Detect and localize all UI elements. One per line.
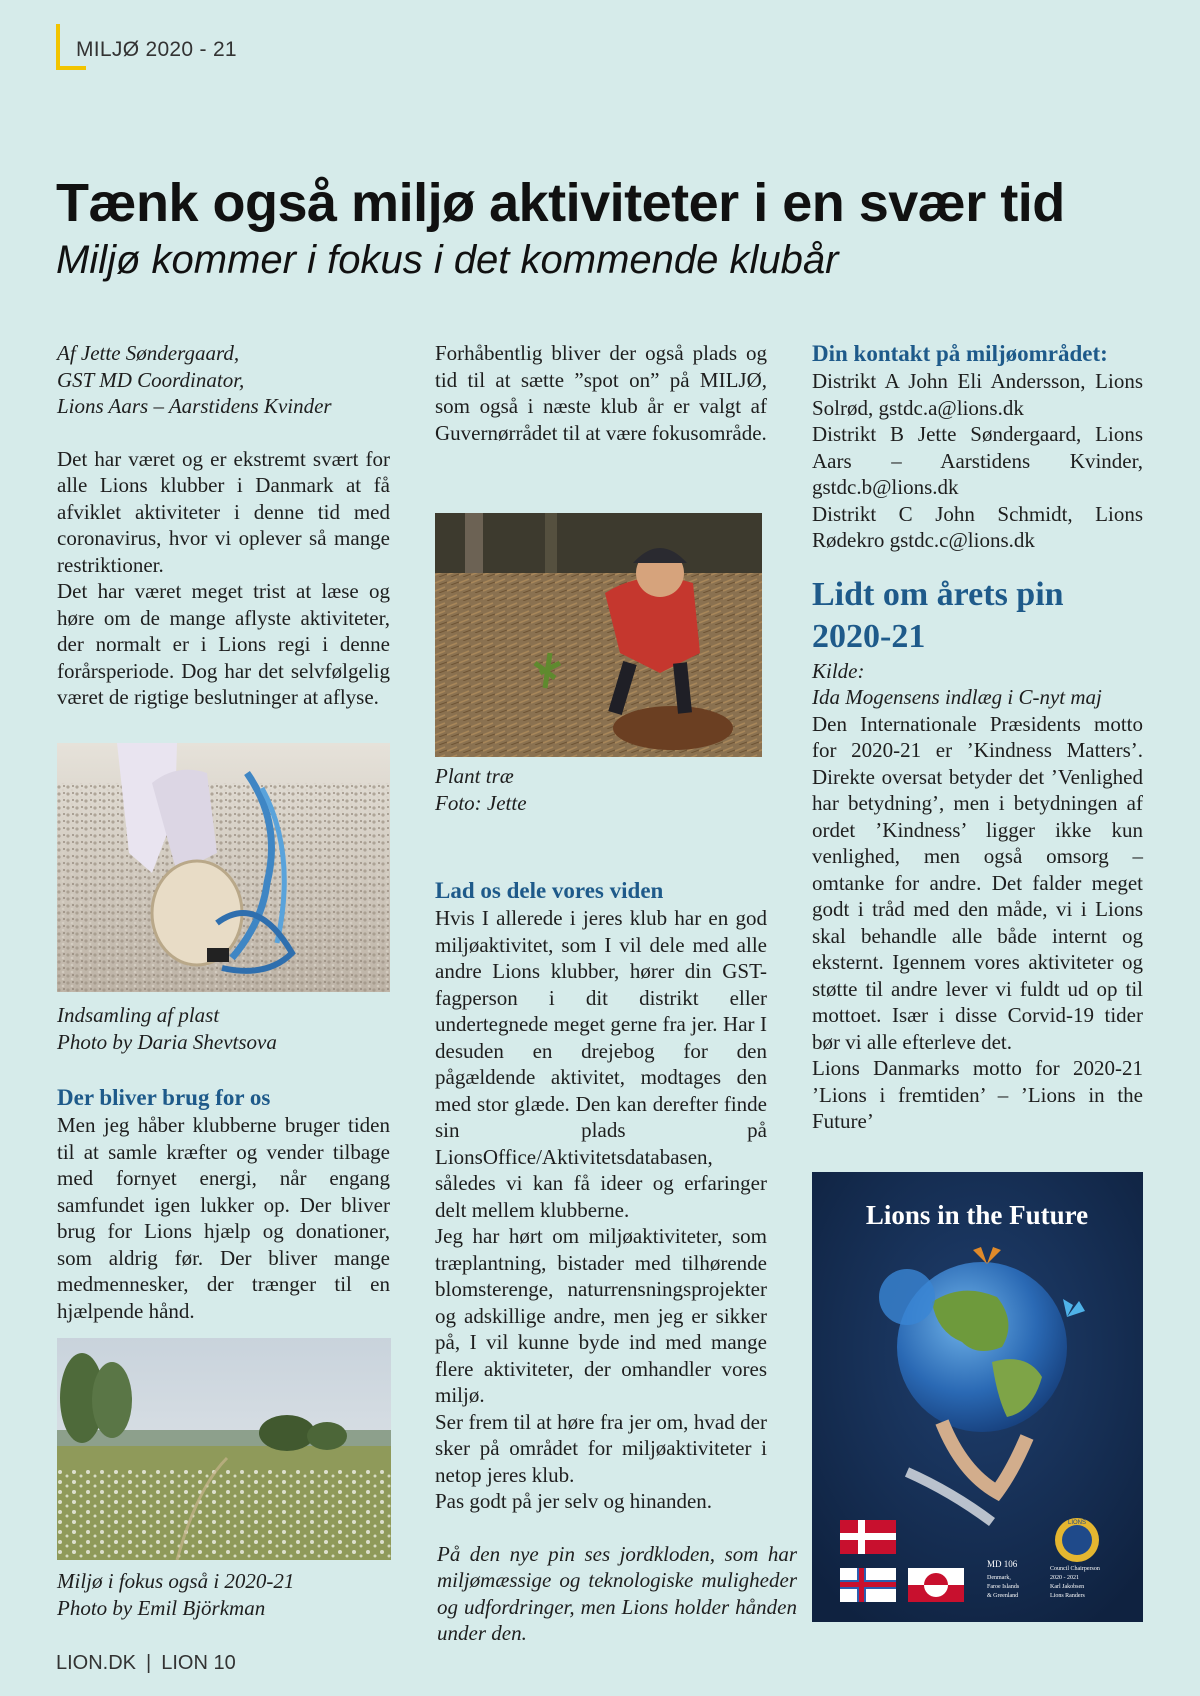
- footer-issue: LION 10: [161, 1652, 236, 1674]
- poster-chair-line: 2020 - 2021: [1050, 1575, 1079, 1581]
- byline-name: Af Jette Søndergaard,: [57, 341, 240, 365]
- caption-credit: Foto: Jette: [435, 790, 527, 815]
- article-subtitle: Miljø kommer i fokus i det kommende klubår: [56, 238, 839, 282]
- source-label: Kilde:: [812, 658, 865, 683]
- column-3: [812, 340, 1143, 1135]
- article-title: Tænk også miljø aktiviteter i en svær tid: [56, 173, 1065, 233]
- photo-caption: [435, 763, 762, 816]
- poster-chair-line: Lions Randers: [1050, 1593, 1085, 1599]
- contact-district-c: Distrikt C John Schmidt, Lions Rødekro gstdc.c@lions.dk: [812, 501, 1143, 552]
- contact-district-b: Distrikt B Jette Søndergaard, Lions Aars – Aarstidens Kvinder, gstdc.b@lions.dk: [812, 422, 1143, 499]
- caption-title: Indsamling af plast: [57, 1003, 220, 1027]
- body-paragraph: Den Internationale Præsidents motto for 2020-21 er ’Kindness Matters’. Direkte oversat betyder det ’Venlighed har betydning’, men i betydningen af ordet ’Kindness’ ligger ikke kun venlighed, men også omsorg – omtanke for andre. Det falder meget godt i tråd med den måde, vi i Lions skal behandle alle både internt og eksternt. Igennem vores aktiviteter og støtte til andre lever vi fuldt ud op til mottoet. Især i disse Corvid-19 tider bør vi alle efterleve det.: [812, 711, 1143, 1054]
- byline-role: GST MD Coordinator,: [57, 367, 245, 392]
- photo-caption: [57, 1002, 390, 1055]
- pin-note: På den nye pin ses jordkloden, som har miljømæssige og teknologiske muligheder og udfordringer, men Lions holder hånden under den.: [437, 1541, 797, 1645]
- column-1: [57, 340, 390, 711]
- caption-title: Plant træ: [435, 764, 514, 788]
- caption-title: Miljø i fokus også i 2020-21: [57, 1569, 295, 1593]
- caption-credit: Photo by Emil Björkman: [57, 1595, 266, 1620]
- body-paragraph: Hvis I allerede i jeres klub har en god miljøaktivitet, som I vil dele med alle andre Lions klubber, hører din GST-fagperson i dit distrikt eller undertegnede meget gerne fra jer. Har I desuden en drejebog for den pågældende aktivitet, modtages den med stor glæde. Den kan derefter finde sin plads på LionsOffice/Aktivitetsdatabasen, således vi kan få ideer og erfaringer delt mellem klubberne.: [435, 906, 767, 1222]
- photo-meadow: [57, 1338, 391, 1560]
- footer-site: LION.DK: [56, 1652, 137, 1674]
- photo-plastic-collection: [57, 743, 390, 992]
- section-heading: Lad os dele vores viden: [435, 878, 664, 903]
- poster-md-line: Faroe Islands: [987, 1584, 1020, 1590]
- poster-title: Lions in the Future: [865, 1200, 1089, 1230]
- body-paragraph: Lions Danmarks motto for 2020-21 ’Lions i fremtiden’ – ’Lions in the Future’: [812, 1056, 1143, 1133]
- poster-md-line: & Greenland: [987, 1593, 1019, 1599]
- byline-club: Lions Aars – Aarstidens Kvinder: [57, 394, 332, 418]
- photo-caption: [57, 1568, 391, 1621]
- page-footer: LION.DK | LION 10: [56, 1652, 236, 1674]
- poster-md-line: Denmark,: [987, 1575, 1011, 1581]
- column-1-section: [57, 1084, 390, 1324]
- body-paragraph: Pas godt på jer selv og hinanden.: [435, 1489, 713, 1513]
- contact-district-a: Distrikt A John Eli Andersson, Lions Solrød, gstdc.a@lions.dk: [812, 369, 1143, 420]
- poster-chair-line: Council Chairperson: [1050, 1566, 1100, 1572]
- lions-logo-text: LIONS: [1067, 1520, 1087, 1526]
- photo-tree-planting: [435, 513, 762, 757]
- section-heading: Der bliver brug for os: [57, 1085, 271, 1110]
- pin-heading: Lidt om årets pin 2020-21: [812, 575, 1064, 655]
- body-paragraph: Jeg har hørt om miljøaktiviteter, som træplantning, bistader med tilhørende blomsterenge, naturrensningsprojekter og adskillige andre, men jeg er sikker på, I vil kunne byde ind med mange flere aktiviteter, der omhandler vores miljø.: [435, 1224, 767, 1407]
- poster-md: MD 106: [987, 1559, 1018, 1569]
- body-paragraph: Men jeg håber klubberne bruger tiden til at samle kræfter og vender tilbage med fornyet energi, når engang samfundet igen lukker op. Der bliver brug for Lions hjælp og donationer, som aldrig før. Der bliver mange medmennesker, der trænger til en hjælpende hånd.: [57, 1113, 390, 1323]
- source-text: Ida Mogensens indlæg i C-nyt maj: [812, 685, 1102, 709]
- contact-heading: Din kontakt på miljøområdet:: [812, 341, 1108, 366]
- body-paragraph: Ser frem til at høre fra jer om, hvad der sker på området for miljøaktiviteter i netop jeres klub.: [435, 1409, 767, 1487]
- column-2-section: [435, 877, 797, 1647]
- body-paragraph: Forhåbentlig bliver der også plads og tid til at sætte ”spot on” på MILJØ, som også i næste klub år er valgt af Guvernørrådet til at være fokusområde.: [435, 341, 767, 445]
- column-2: [435, 340, 767, 446]
- caption-credit: Photo by Daria Shevtsova: [57, 1029, 277, 1054]
- body-paragraph: Det har været og er ekstremt svært for alle Lions klubber i Danmark at få afviklet aktiviteter i denne tid med coronavirus, hvor vi oplever så mange restriktioner.: [57, 446, 390, 577]
- poster-chair-line: Karl Jakobsen: [1050, 1584, 1085, 1590]
- section-label: MILJØ 2020 - 21: [76, 38, 237, 61]
- lions-pin-poster: [812, 1172, 1143, 1622]
- body-paragraph: Det har været meget trist at læse og høre om de mange aflyste aktiviteter, der normalt er i Lions regi i denne forårsperiode. Dog har det selvfølgelig været de rigtige beslutninger at aflyse.: [57, 579, 390, 709]
